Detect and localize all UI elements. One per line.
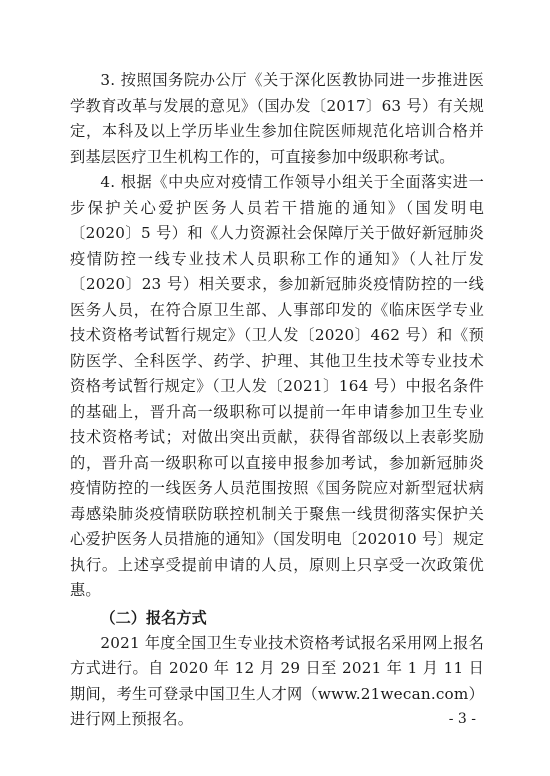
paragraph-registration-details: 2021 年度全国卫生专业技术资格考试报名采用网上报名方式进行。自 2020 年 12 月 29 日至 2021 年 1 月 11 日期间，考生可登录中国卫生人才网（www.21wecan.com）进行网上预报名。 <box>70 633 484 728</box>
document-body <box>70 68 484 733</box>
paragraph-item-3: 3. 按照国务院办公厅《关于深化医教协同进一步推进医学教育改革与发展的意见》（国办发〔2017〕63 号）有关规定，本科及以上学历毕业生参加住院医师规范化培训合格并到基层医疗卫生机构工作的，可直接参加中级职称考试。 <box>70 71 484 166</box>
paragraph-item-4: 4. 根据《中央应对疫情工作领导小组关于全面落实进一步保护关心爱护医务人员若干措施的通知》（国发明电〔2020〕5 号）和《人力资源社会保障厅关于做好新冠肺炎疫情防控一线专业技术人员职称工作的通知》（人社厅发〔2020〕23 号）相关要求，参加新冠肺炎疫情防控的一线医务人员，在符合原卫生部、人事部印发的《临床医学专业技术资格考试暂行规定》（卫人发〔2020〕462 号）和《预防医学、全科医学、药学、护理、其他卫生技术等专业技术资格考试暂行规定》（卫人发〔2021〕164 号）中报名条件的基础上，晋升高一级职称可以提前一年申请参加卫生专业技术资格考试；对做出突出贡献，获得省部级以上表彰奖励的，晋升高一级职称可以直接申报参加考试，参加新冠肺炎疫情防控的一线医务人员范围按照《国务院应对新型冠状病毒感染肺炎疫情联防联控机制关于聚焦一线贯彻落实保护关心爱护医务人员措施的通知》（国发明电〔202010 号〕规定执行。上述享受提前申请的人员，原则上只享受一次政策优惠。 <box>70 173 484 599</box>
section-heading-registration-method: （二）报名方式 <box>100 608 207 627</box>
page-number: - 3 - <box>448 711 476 727</box>
